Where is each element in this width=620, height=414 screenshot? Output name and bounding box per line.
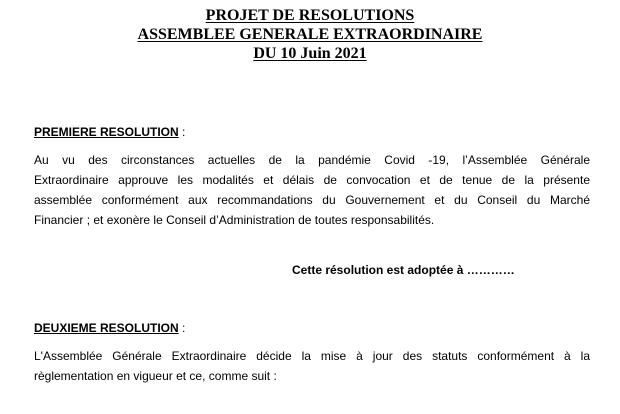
resolution-1-colon: : xyxy=(178,125,186,139)
resolution-1-heading xyxy=(34,124,185,140)
resolution-1-line: Financier ; et exonère le Conseil d’Administration de toutes responsabilités. xyxy=(34,213,435,227)
resolution-1-label: PREMIERE RESOLUTION xyxy=(34,125,179,139)
resolution-1-line: Extraordinaire approuve les modalités et délais de convocation et de tenue de la présente xyxy=(34,173,590,187)
resolution-1-line: assemblée conformément aux recommandations du Gouvernement et du Conseil du Marché xyxy=(34,193,590,207)
resolution-2-paragraph xyxy=(34,346,590,386)
resolution-1-line: Au vu des circonstances actuelles de la pandémie Covid -19, l’Assemblée Générale xyxy=(34,153,590,167)
resolution-1-paragraph xyxy=(34,150,590,230)
header-date: DU 10 Juin 2021 xyxy=(253,45,367,62)
resolution-1-adoption: Cette résolution est adoptée à ………… xyxy=(292,263,515,277)
resolution-2-line: L'Assemblée Générale Extraordinaire décide la mise à jour des statuts conformément à la xyxy=(34,349,590,363)
resolution-2-heading xyxy=(34,320,185,336)
document-header xyxy=(0,6,620,63)
header-title: PROJET DE RESOLUTIONS xyxy=(205,7,415,24)
resolution-2-label: DEUXIEME RESOLUTION xyxy=(34,321,179,335)
header-subtitle: ASSEMBLEE GENERALE EXTRAORDINAIRE xyxy=(137,26,483,43)
resolution-2-line: règlementation en vigueur et ce, comme suit : xyxy=(34,369,277,383)
resolution-2-colon: : xyxy=(178,321,186,335)
